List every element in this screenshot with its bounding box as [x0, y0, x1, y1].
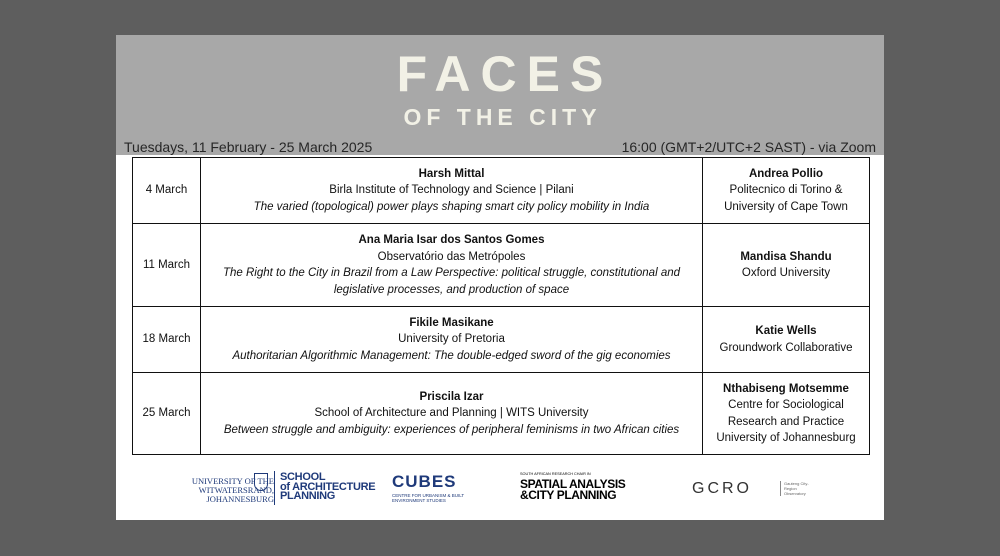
session-date: 11 March	[133, 224, 201, 307]
speaker-name: Fikile Masikane	[409, 316, 494, 329]
sacp-logo-line: SPATIAL ANALYSIS	[520, 477, 626, 491]
gcro-logo: GCRO	[692, 480, 752, 497]
wits-crest-icon	[254, 473, 268, 491]
chair-name: Katie Wells	[755, 325, 817, 337]
table-row	[133, 158, 870, 224]
poster-title: FACES	[396, 46, 614, 102]
date-range: Tuesdays, 11 February - 25 March 2025	[124, 139, 373, 155]
chair-affiliation: Research and Practice	[727, 415, 845, 428]
cubes-logo-subtitle: CENTRE FOR URBANISM & BUILT ENVIRONMENT STUDIES	[392, 493, 465, 503]
schedule-table	[132, 157, 870, 455]
session-time: 16:00 (GMT+2/UTC+2 SAST) - via Zoom	[621, 139, 876, 155]
school-of-architecture-logo	[280, 473, 375, 502]
chair-affiliation: University of Johannesburg	[716, 432, 856, 444]
poster-subtitle: OF THE CITY	[403, 104, 602, 130]
chair-affiliation: Groundwork Collaborative	[719, 341, 853, 354]
spatial-analysis-logo	[520, 479, 625, 501]
chair-affiliation: Oxford University	[741, 267, 831, 279]
wits-logo-line: JOHANNESBURG	[206, 494, 274, 504]
header-band	[116, 35, 884, 155]
chair-name: Nthabiseng Motsemme	[723, 382, 849, 395]
chair-details	[703, 224, 870, 307]
session-date: 18 March	[133, 307, 201, 373]
speaker-affiliation: Observatório das Metrópoles	[377, 250, 526, 263]
chair-name: Andrea Pollio	[748, 167, 824, 180]
talk-title: The varied (topological) power plays shaping smart city policy mobility in India	[253, 200, 650, 213]
session-details	[201, 373, 703, 455]
session-date: 4 March	[133, 158, 201, 224]
sap-logo-line: PLANNING	[280, 490, 336, 502]
speaker-name: Ana Maria Isar dos Santos Gomes	[358, 234, 545, 246]
table-row	[133, 307, 870, 373]
wits-logo-line: WITWATERSRAND,	[198, 485, 274, 495]
partner-logos	[116, 467, 884, 517]
speaker-name: Priscila Izar	[419, 390, 484, 403]
sap-logo-line: of ARCHITECTURE	[280, 480, 376, 493]
speaker-affiliation: School of Architecture and Planning | WITS University	[314, 407, 589, 420]
speaker-name: Harsh Mittal	[418, 167, 485, 180]
chair-name: Mandisa Shandu	[740, 250, 832, 263]
chair-details	[703, 307, 870, 373]
chair-affiliation: University of Cape Town	[724, 200, 848, 213]
speaker-affiliation: Birla Institute of Technology and Science | Pilani	[329, 184, 574, 197]
table-row	[133, 224, 870, 307]
talk-title: Between struggle and ambiguity: experiences of peripheral feminisms in two African cities	[223, 423, 680, 436]
chair-affiliation: Politecnico di Torino &	[729, 184, 843, 197]
speaker-affiliation: University of Pretoria	[398, 333, 505, 346]
logo-divider	[274, 471, 275, 505]
cubes-logo: CUBES	[392, 472, 457, 491]
sacp-logo-caption: SOUTH AFRICAN RESEARCH CHAIR IN	[520, 472, 591, 476]
sacp-logo-line: &CITY PLANNING	[520, 488, 617, 502]
chair-affiliation: Centre for Sociological	[728, 399, 844, 411]
session-details	[201, 158, 703, 224]
table-row	[133, 373, 870, 455]
talk-title: The Right to the City in Brazil from a Law Perspective: political struggle, constitutional and	[222, 267, 681, 279]
sap-logo-line: SCHOOL	[280, 471, 326, 483]
wits-logo-line: UNIVERSITY OF THE	[191, 476, 274, 486]
session-details	[201, 224, 703, 307]
event-poster	[116, 35, 884, 520]
chair-details	[703, 158, 870, 224]
gcro-logo-subtitle: Gauteng City-Region Observatory	[780, 481, 810, 496]
talk-title: legislative processes, and production of space	[333, 283, 570, 296]
chair-details	[703, 373, 870, 455]
session-date: 25 March	[133, 373, 201, 455]
talk-title: Authoritarian Algorithmic Management: The double-edged sword of the gig economies	[232, 349, 671, 362]
session-details	[201, 307, 703, 373]
